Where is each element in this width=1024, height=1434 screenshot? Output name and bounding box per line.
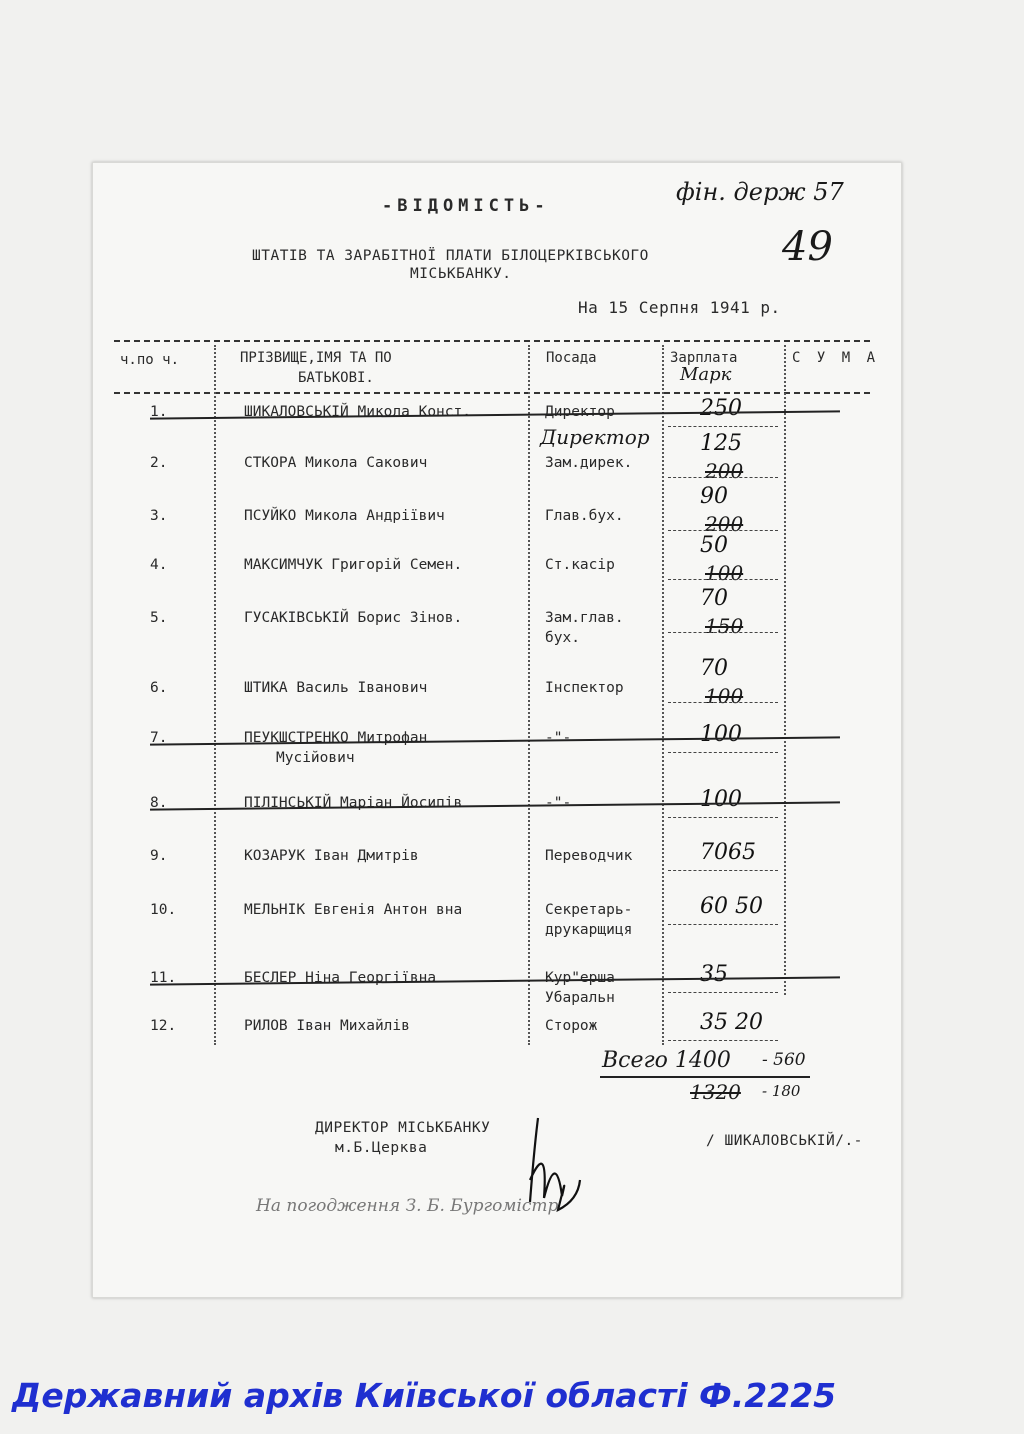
- document-date: На 15 Серпня 1941 р.: [578, 298, 781, 317]
- table-row: [0, 722, 1024, 766]
- employee-name: ШТИКА Василь Іванович: [244, 680, 428, 696]
- salary-value: 250: [700, 396, 742, 421]
- document-subtitle: ШТАТІВ ТА ЗАРАБІТНОЇ ПЛАТИ БІЛОЦЕРКІВСЬКОГО: [252, 248, 649, 264]
- table-row: [0, 533, 1024, 585]
- salary-value: 125: [700, 431, 742, 456]
- employee-position-line2: бух.: [545, 630, 580, 646]
- header-name: ПРІЗВИЩЕ,ІМЯ ТА ПО: [240, 350, 392, 366]
- salary-value: 60 50: [700, 894, 763, 919]
- total-underline: [600, 1076, 810, 1078]
- row-number: 5.: [150, 610, 168, 626]
- director-signature: [508, 1110, 598, 1220]
- table-row: [0, 586, 1024, 646]
- employee-position: Ст.касір: [545, 557, 615, 573]
- table-row: [0, 787, 1024, 819]
- salary-value: 35: [700, 962, 728, 987]
- row-number: 3.: [150, 508, 168, 524]
- employee-name: ПІЛІНСЬКІЙ Маріан Йосипів: [244, 795, 463, 811]
- salary-value: 90: [700, 484, 728, 509]
- salary-old-value: 100: [705, 561, 744, 585]
- row-number: 1.: [150, 404, 168, 420]
- total-old-extra: - 180: [762, 1082, 801, 1100]
- salary-value: 100: [700, 787, 742, 812]
- salary-old-value: 150: [705, 614, 744, 638]
- employee-name: ПЕУКШСТРЕНКО Митрофан: [244, 730, 428, 746]
- row-number: 8.: [150, 795, 168, 811]
- salary-line: [668, 702, 778, 703]
- header-salary-unit: Марк: [680, 364, 732, 385]
- row-number: 9.: [150, 848, 168, 864]
- document-subtitle-line2: МІСЬКБАНКУ.: [410, 266, 512, 282]
- header-num: ч.по ч.: [120, 352, 180, 368]
- table-header-rule: [114, 392, 870, 394]
- salary-line: [668, 477, 778, 478]
- employee-name: БЕСЛЕР Ніна Георгіївна: [244, 970, 437, 986]
- row-number: 11.: [150, 970, 177, 986]
- row-number: 7.: [150, 730, 168, 746]
- salary-line: [668, 992, 778, 993]
- salary-line: [668, 632, 778, 633]
- table-row: [0, 1010, 1024, 1042]
- document-title: -ВІДОМІСТЬ-: [382, 196, 550, 216]
- salary-line: [668, 817, 778, 818]
- header-position: Посада: [546, 350, 597, 366]
- table-row: [0, 425, 1024, 483]
- employee-position: -"-: [545, 730, 572, 746]
- table-row: [0, 894, 1024, 938]
- salary-value: 7065: [700, 840, 756, 865]
- employee-position-line2: друкарщиця: [545, 922, 633, 938]
- salary-line: [668, 924, 778, 925]
- row-number: 12.: [150, 1018, 177, 1034]
- archive-note: фін. держ 57: [676, 178, 844, 206]
- employee-position: Сторож: [545, 1018, 598, 1034]
- salary-line: [668, 1040, 778, 1041]
- employee-position-line2: Убаральн: [545, 990, 615, 1006]
- row-number: 4.: [150, 557, 168, 573]
- salary-value: 70: [700, 586, 728, 611]
- salary-value: 70: [700, 656, 728, 681]
- salary-value: 100: [700, 722, 742, 747]
- signature-title: ДИРЕКТОР МІСЬКБАНКУ: [315, 1120, 491, 1136]
- header-name-line2: БАТЬКОВІ.: [298, 370, 374, 386]
- total-amount: Всего 1400: [602, 1048, 731, 1073]
- salary-line: [668, 870, 778, 871]
- table-row: [0, 396, 1024, 428]
- employee-position: Кур"ерша: [545, 970, 615, 986]
- employee-position: Директор: [545, 404, 615, 420]
- table-row: [0, 484, 1024, 536]
- employee-name: КОЗАРУК Іван Дмитрів: [244, 848, 419, 864]
- position-correction: Директор: [540, 425, 650, 449]
- row-number: 10.: [150, 902, 177, 918]
- employee-name: ПСУЙКО Микола Андріївич: [244, 508, 445, 524]
- salary-old-value: 100: [705, 684, 744, 708]
- employee-position: Глав.бух.: [545, 508, 624, 524]
- salary-line: [668, 752, 778, 753]
- employee-position: Зам.дирек.: [545, 455, 633, 471]
- salary-line: [668, 426, 778, 427]
- salary-value: 35 20: [700, 1010, 763, 1035]
- salary-value: 50: [700, 533, 728, 558]
- salary-line: [668, 530, 778, 531]
- row-number: 6.: [150, 680, 168, 696]
- table-row: [0, 840, 1024, 872]
- employee-name: ГУСАКІВСЬКІЙ Борис Зінов.: [244, 610, 463, 626]
- salary-line: [668, 579, 778, 580]
- handwritten-approval-note: На погодження З. Б. Бургомістр: [256, 1196, 559, 1216]
- employee-name-line2: Мусійович: [276, 750, 355, 766]
- archive-caption: Державний архів Київської області Ф.2225: [12, 1376, 837, 1415]
- employee-name: СТКОРА Микола Сакович: [244, 455, 428, 471]
- table-top-rule: [114, 340, 870, 342]
- signature-location: м.Б.Церква: [335, 1140, 428, 1156]
- employee-name: МАКСИМЧУК Григорій Семен.: [244, 557, 463, 573]
- employee-name: МЕЛЬНІК Евгенія Антон вна: [244, 902, 463, 918]
- column-divider: [784, 345, 786, 995]
- table-row: [0, 962, 1024, 1006]
- total-extra: - 560: [762, 1050, 806, 1070]
- employee-position: Переводчик: [545, 848, 633, 864]
- table-row: [0, 656, 1024, 708]
- employee-name: РИЛОВ Іван Михайлів: [244, 1018, 410, 1034]
- salary-old-value: 200: [705, 459, 744, 483]
- employee-position: Секретарь-: [545, 902, 633, 918]
- total-old: 1320: [690, 1080, 741, 1104]
- signature-name: / ШИКАЛОВСЬКІЙ/.-: [706, 1133, 863, 1149]
- row-number: 2.: [150, 455, 168, 471]
- employee-position: -"-: [545, 795, 572, 811]
- employee-name: ШИКАЛОВСЬКІЙ Микола Конст.: [244, 404, 471, 420]
- employee-position: Інспектор: [545, 680, 624, 696]
- employee-position: Зам.глав.: [545, 610, 624, 626]
- archive-number: 49: [782, 224, 833, 270]
- salary-old-value: 200: [705, 512, 744, 536]
- header-sum: С У М А: [792, 350, 880, 366]
- header-salary: Зарплата: [670, 350, 738, 366]
